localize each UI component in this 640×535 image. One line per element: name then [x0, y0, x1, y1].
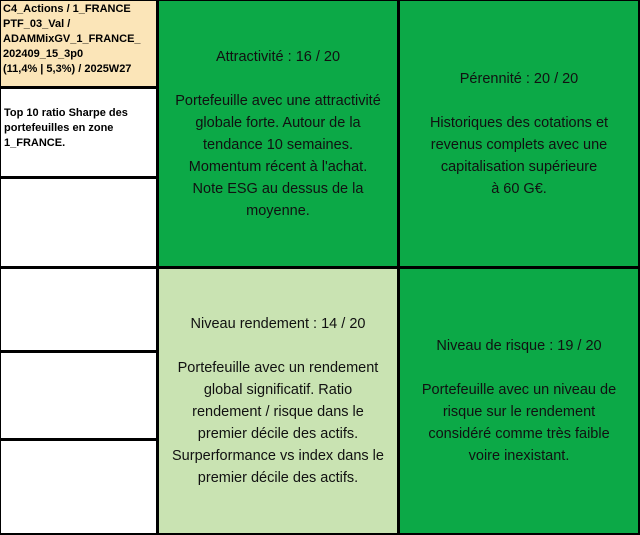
header-line: ADAMMixGV_1_FRANCE_ — [3, 33, 141, 45]
header-line: (11,4% | 5,3%) / 2025W27 — [3, 63, 132, 75]
attractivite-line: tendance 10 semaines. — [203, 136, 353, 153]
perennite-title: Pérennité : 20 / 20 — [459, 70, 579, 87]
subtitle-line: portefeuilles en zone — [4, 122, 114, 134]
attractivite-line: Portefeuille avec une attractivité — [175, 92, 381, 109]
header-line: C4_Actions / 1_FRANCE — [3, 3, 131, 15]
rendement-line: rendement / risque dans le — [192, 404, 364, 420]
header-line: PTF_03_Val / — [3, 18, 71, 30]
risque-line: voire inexistant. — [468, 448, 570, 464]
portfolio-header-cell — [1, 1, 156, 86]
risque-title: Niveau de risque : 19 / 20 — [436, 338, 602, 354]
attractivite-title: Attractivité : 16 / 20 — [215, 48, 341, 65]
perennite-line: Historiques des cotations et — [429, 114, 609, 131]
empty-cell — [1, 269, 156, 350]
risque-line: considéré comme très faible — [428, 426, 610, 442]
empty-cell — [1, 441, 156, 533]
attractivite-line: Note ESG au dessus de la — [192, 180, 364, 197]
attractivite-block — [159, 1, 397, 266]
rendement-line: Portefeuille avec un rendement — [177, 360, 379, 376]
description-cell — [1, 89, 156, 176]
risque-line: Portefeuille avec un niveau de — [421, 382, 617, 398]
perennite-line: à 60 G€. — [491, 180, 547, 197]
rendement-description — [172, 357, 384, 489]
perennite-line: capitalisation supérieure — [440, 158, 598, 175]
risque-description — [422, 379, 616, 467]
attractivite-line: moyenne. — [246, 202, 310, 219]
perennite-block — [400, 1, 638, 266]
perennite-line: revenus complets avec une — [430, 136, 608, 153]
rendement-line: Surperformance vs index dans le — [172, 448, 384, 464]
empty-cell — [1, 353, 156, 438]
risque-line: risque sur le rendement — [442, 404, 596, 420]
rendement-line: global significatif. Ratio — [203, 382, 353, 398]
header-line: 202409_15_3p0 — [3, 48, 84, 60]
attractivite-description — [175, 90, 381, 222]
empty-cell — [1, 179, 156, 266]
attractivite-line: globale forte. Autour de la — [195, 114, 361, 131]
rendement-title: Niveau rendement : 14 / 20 — [190, 316, 366, 332]
perennite-description — [430, 112, 608, 200]
rendement-block — [159, 269, 397, 533]
rendement-line: premier décile des actifs. — [197, 470, 359, 486]
subtitle-line: 1_FRANCE. — [4, 137, 66, 149]
attractivite-line: Momentum récent à l'achat. — [188, 158, 368, 175]
risque-block — [400, 269, 638, 533]
rendement-line: premier décile des actifs. — [197, 426, 359, 442]
subtitle-line: Top 10 ratio Sharpe des — [4, 107, 128, 119]
